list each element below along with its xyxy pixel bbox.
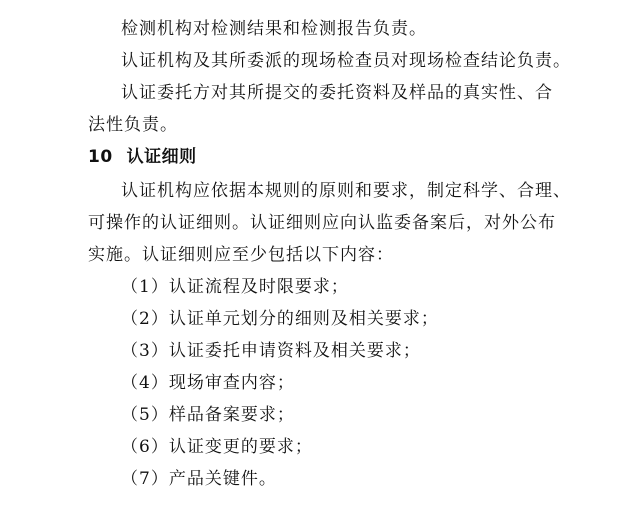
list-item: （7）产品关键件。 <box>121 469 277 489</box>
body-line-3: 实施。认证细则应至少包括以下内容： <box>88 245 394 265</box>
paragraph-inspector-responsibility: 认证机构及其所委派的现场检查员对现场检查结论负责。 <box>121 51 571 71</box>
section-title: 认证细则 <box>126 147 197 167</box>
list-item: （5）样品备案要求； <box>121 405 295 425</box>
section-number: 10 <box>88 147 113 167</box>
list-item: （4）现场审查内容； <box>121 373 295 393</box>
paragraph-testing-responsibility: 检测机构对检测结果和检测报告负责。 <box>121 19 427 39</box>
paragraph-client-responsibility-line1: 认证委托方对其所提交的委托资料及样品的真实性、合 <box>121 83 553 103</box>
body-line-1: 认证机构应依据本规则的原则和要求，制定科学、合理、 <box>121 181 571 201</box>
list-item: （1）认证流程及时限要求； <box>121 277 349 297</box>
list-item: （3）认证委托申请资料及相关要求； <box>121 341 421 361</box>
list-item: （6）认证变更的要求； <box>121 437 313 457</box>
section-heading <box>88 146 197 168</box>
paragraph-client-responsibility-line2: 法性负责。 <box>88 115 178 135</box>
list-item: （2）认证单元划分的细则及相关要求； <box>121 309 439 329</box>
body-line-2: 可操作的认证细则。认证细则应向认监委备案后，对外公布 <box>88 213 556 233</box>
